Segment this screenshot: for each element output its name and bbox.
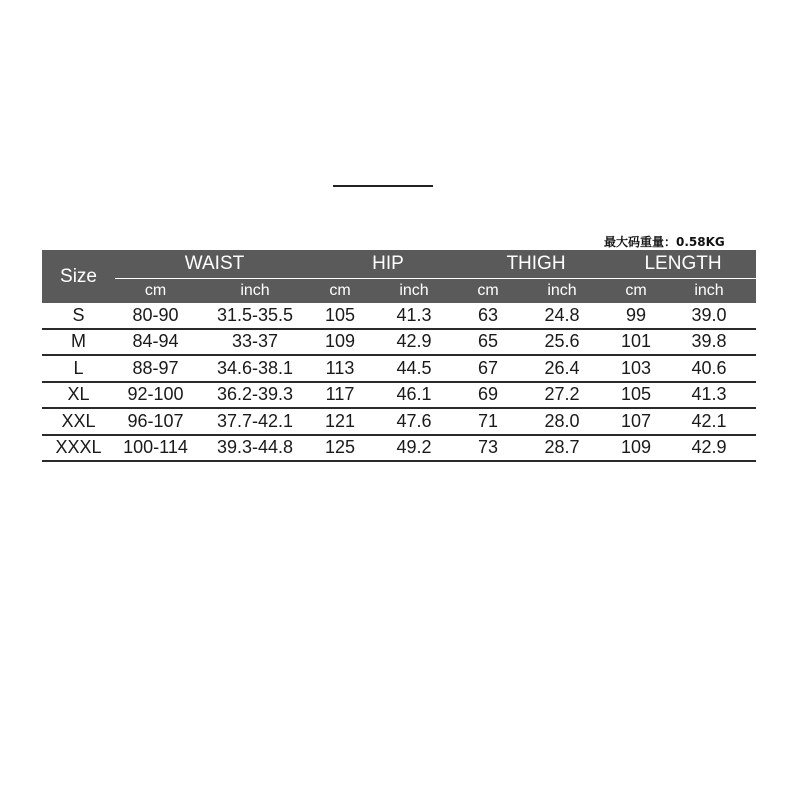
- size-cell: S: [42, 303, 115, 329]
- table-cell: 109: [610, 435, 662, 462]
- table-cell: 37.7-42.1: [196, 408, 314, 435]
- table-cell: 103: [610, 355, 662, 382]
- length-header: LENGTH: [610, 250, 756, 279]
- table-cell: 33-37: [196, 329, 314, 356]
- table-cell: 39.8: [662, 329, 756, 356]
- table-cell: 26.4: [514, 355, 610, 382]
- table-cell: 71: [462, 408, 514, 435]
- table-cell: 109: [314, 329, 366, 356]
- table-cell: 96-107: [115, 408, 196, 435]
- table-cell: 117: [314, 382, 366, 409]
- table-cell: 41.3: [366, 303, 462, 329]
- table-cell: 41.3: [662, 382, 756, 409]
- unit-header: cm: [462, 279, 514, 304]
- table-cell: 113: [314, 355, 366, 382]
- table-cell: 105: [314, 303, 366, 329]
- table-cell: 25.6: [514, 329, 610, 356]
- header-group-row: [42, 250, 756, 279]
- table-row: [42, 408, 756, 435]
- table-row: [42, 329, 756, 356]
- size-cell: M: [42, 329, 115, 356]
- table-cell: 105: [610, 382, 662, 409]
- size-cell: XXXL: [42, 435, 115, 462]
- thigh-header: THIGH: [462, 250, 610, 279]
- unit-header: inch: [196, 279, 314, 304]
- table-cell: 40.6: [662, 355, 756, 382]
- table-row: [42, 435, 756, 462]
- size-cell: XL: [42, 382, 115, 409]
- table-cell: 84-94: [115, 329, 196, 356]
- table-cell: 63: [462, 303, 514, 329]
- table-cell: 99: [610, 303, 662, 329]
- table-cell: 28.7: [514, 435, 610, 462]
- unit-header: cm: [115, 279, 196, 304]
- table-cell: 31.5-35.5: [196, 303, 314, 329]
- table-cell: 46.1: [366, 382, 462, 409]
- table-cell: 42.1: [662, 408, 756, 435]
- table-cell: 67: [462, 355, 514, 382]
- max-size-weight-note: 最大码重量：0.58KG: [604, 235, 725, 249]
- size-cell: XXL: [42, 408, 115, 435]
- table-cell: 34.6-38.1: [196, 355, 314, 382]
- unit-header: cm: [610, 279, 662, 304]
- table-cell: 24.8: [514, 303, 610, 329]
- top-divider-mark: [333, 185, 433, 187]
- table-cell: 27.2: [514, 382, 610, 409]
- size-cell: L: [42, 355, 115, 382]
- table-cell: 47.6: [366, 408, 462, 435]
- size-column-header: Size: [42, 250, 115, 303]
- hip-header: HIP: [314, 250, 462, 279]
- table-row: [42, 382, 756, 409]
- unit-header: cm: [314, 279, 366, 304]
- table-cell: 49.2: [366, 435, 462, 462]
- table-cell: 39.0: [662, 303, 756, 329]
- table-cell: 92-100: [115, 382, 196, 409]
- table-cell: 36.2-39.3: [196, 382, 314, 409]
- table-cell: 65: [462, 329, 514, 356]
- table-cell: 69: [462, 382, 514, 409]
- unit-header: inch: [662, 279, 756, 304]
- table-row: [42, 303, 756, 329]
- table-cell: 28.0: [514, 408, 610, 435]
- header-unit-row: [42, 279, 756, 304]
- table-cell: 100-114: [115, 435, 196, 462]
- table-cell: 44.5: [366, 355, 462, 382]
- unit-header: inch: [514, 279, 610, 304]
- table-cell: 39.3-44.8: [196, 435, 314, 462]
- table-cell: 88-97: [115, 355, 196, 382]
- table-row: [42, 355, 756, 382]
- table-cell: 42.9: [366, 329, 462, 356]
- table-cell: 121: [314, 408, 366, 435]
- table-cell: 42.9: [662, 435, 756, 462]
- table-cell: 107: [610, 408, 662, 435]
- table-cell: 80-90: [115, 303, 196, 329]
- waist-header: WAIST: [115, 250, 314, 279]
- size-chart-table: [42, 250, 756, 462]
- unit-header: inch: [366, 279, 462, 304]
- table-cell: 101: [610, 329, 662, 356]
- table-cell: 73: [462, 435, 514, 462]
- table-cell: 125: [314, 435, 366, 462]
